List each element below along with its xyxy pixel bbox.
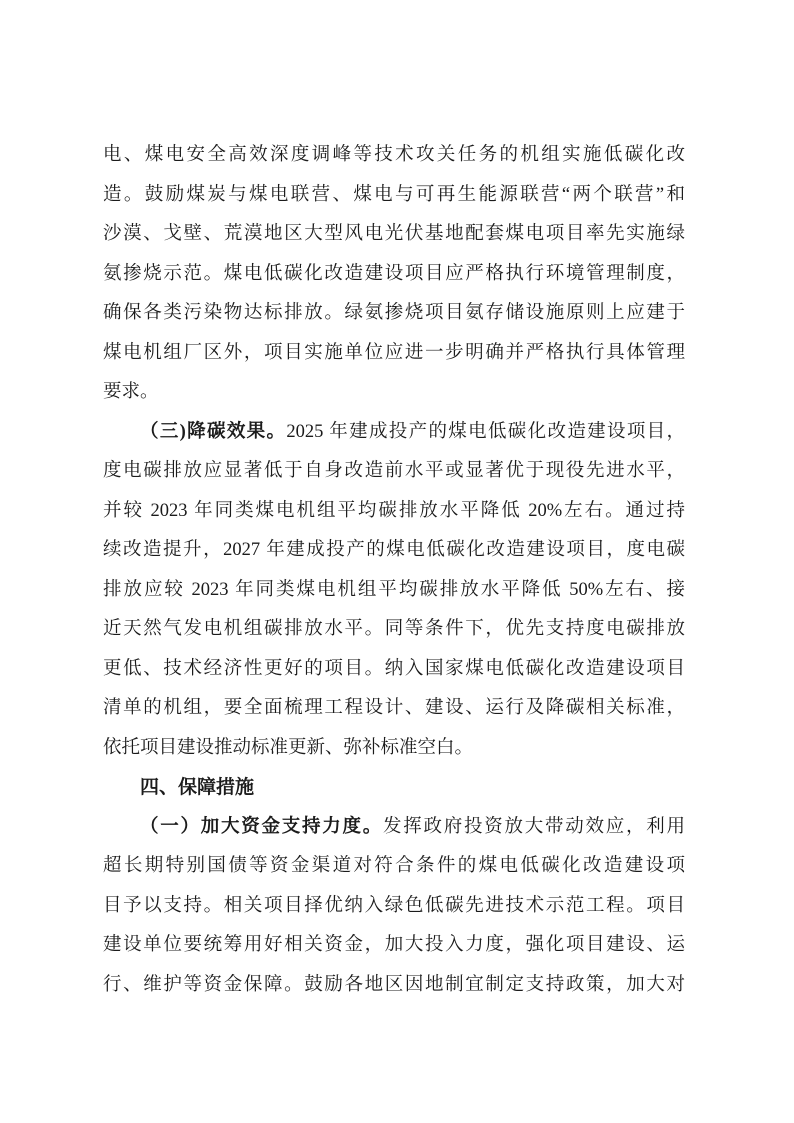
body-line: 确保各类污染物达标排放。绿氨掺烧项目氨存储设施原则上应建于 bbox=[103, 303, 685, 323]
body-text: 发挥政府投资放大带动效应，利用 bbox=[383, 816, 685, 837]
body-line: 近天然气发电机组碳排放水平。同等条件下，优先支持度电碳排放 bbox=[103, 619, 685, 639]
body-text: 2025 年建成投产的煤电低碳化改造建设项目， bbox=[286, 421, 685, 442]
body-line: 目予以支持。相关项目择优纳入绿色低碳先进技术示范工程。项目 bbox=[103, 895, 685, 916]
body-line: 排放应较 2023 年同类煤电机组平均碳排放水平降低 50%左右、接 bbox=[103, 579, 685, 600]
body-line: 造。鼓励煤炭与煤电联营、煤电与可再生能源联营“两个联营”和 bbox=[103, 184, 685, 205]
section-heading-4: 四、保障措施 bbox=[140, 777, 255, 798]
paragraph-lead-line bbox=[103, 808, 685, 848]
body-line: 氨掺烧示范。煤电低碳化改造建设项目应严格执行环境管理制度， bbox=[103, 263, 685, 284]
paragraph-lead-line bbox=[103, 413, 685, 453]
body-line: 更低、技术经济性更好的项目。纳入国家煤电低碳化改造建设项目 bbox=[103, 658, 685, 679]
paragraph-lead-item3: （三)降碳效果。 bbox=[140, 421, 287, 442]
body-line: 续改造提升，2027 年建成投产的煤电低碳化改造建设项目，度电碳 bbox=[103, 540, 685, 560]
paragraph-lead-item1: （一）加大资金支持力度。 bbox=[140, 816, 383, 837]
paragraph-end-line: 要求。 bbox=[103, 382, 159, 402]
body-line: 煤电机组厂区外，项目实施单位应进一步明确并严格执行具体管理 bbox=[103, 342, 685, 363]
body-line: 建设单位要统筹用好相关资金，加大投入力度，强化项目建设、运 bbox=[103, 935, 685, 955]
body-line: 度电碳排放应显著低于自身改造前水平或显著优于现役先进水平， bbox=[103, 461, 685, 481]
body-line: 并较 2023 年同类煤电机组平均碳排放水平降低 20%左右。通过持 bbox=[103, 500, 685, 521]
body-line: 沙漠、戈壁、荒漠地区大型风电光伏基地配套煤电项目率先实施绿 bbox=[103, 224, 685, 244]
document-text-block bbox=[103, 136, 685, 1005]
paragraph-end-line: 依托项目建设推动标准更新、弥补标准空白。 bbox=[103, 737, 474, 758]
body-line: 清单的机组，要全面梳理工程设计、建设、运行及降碳相关标准， bbox=[103, 698, 685, 718]
body-line: 行、维护等资金保障。鼓励各地区因地制宜制定支持政策，加大对 bbox=[103, 974, 685, 995]
body-line: 电、煤电安全高效深度调峰等技术攻关任务的机组实施低碳化改 bbox=[103, 145, 685, 165]
body-line: 超长期特别国债等资金渠道对符合条件的煤电低碳化改造建设项 bbox=[103, 856, 685, 876]
